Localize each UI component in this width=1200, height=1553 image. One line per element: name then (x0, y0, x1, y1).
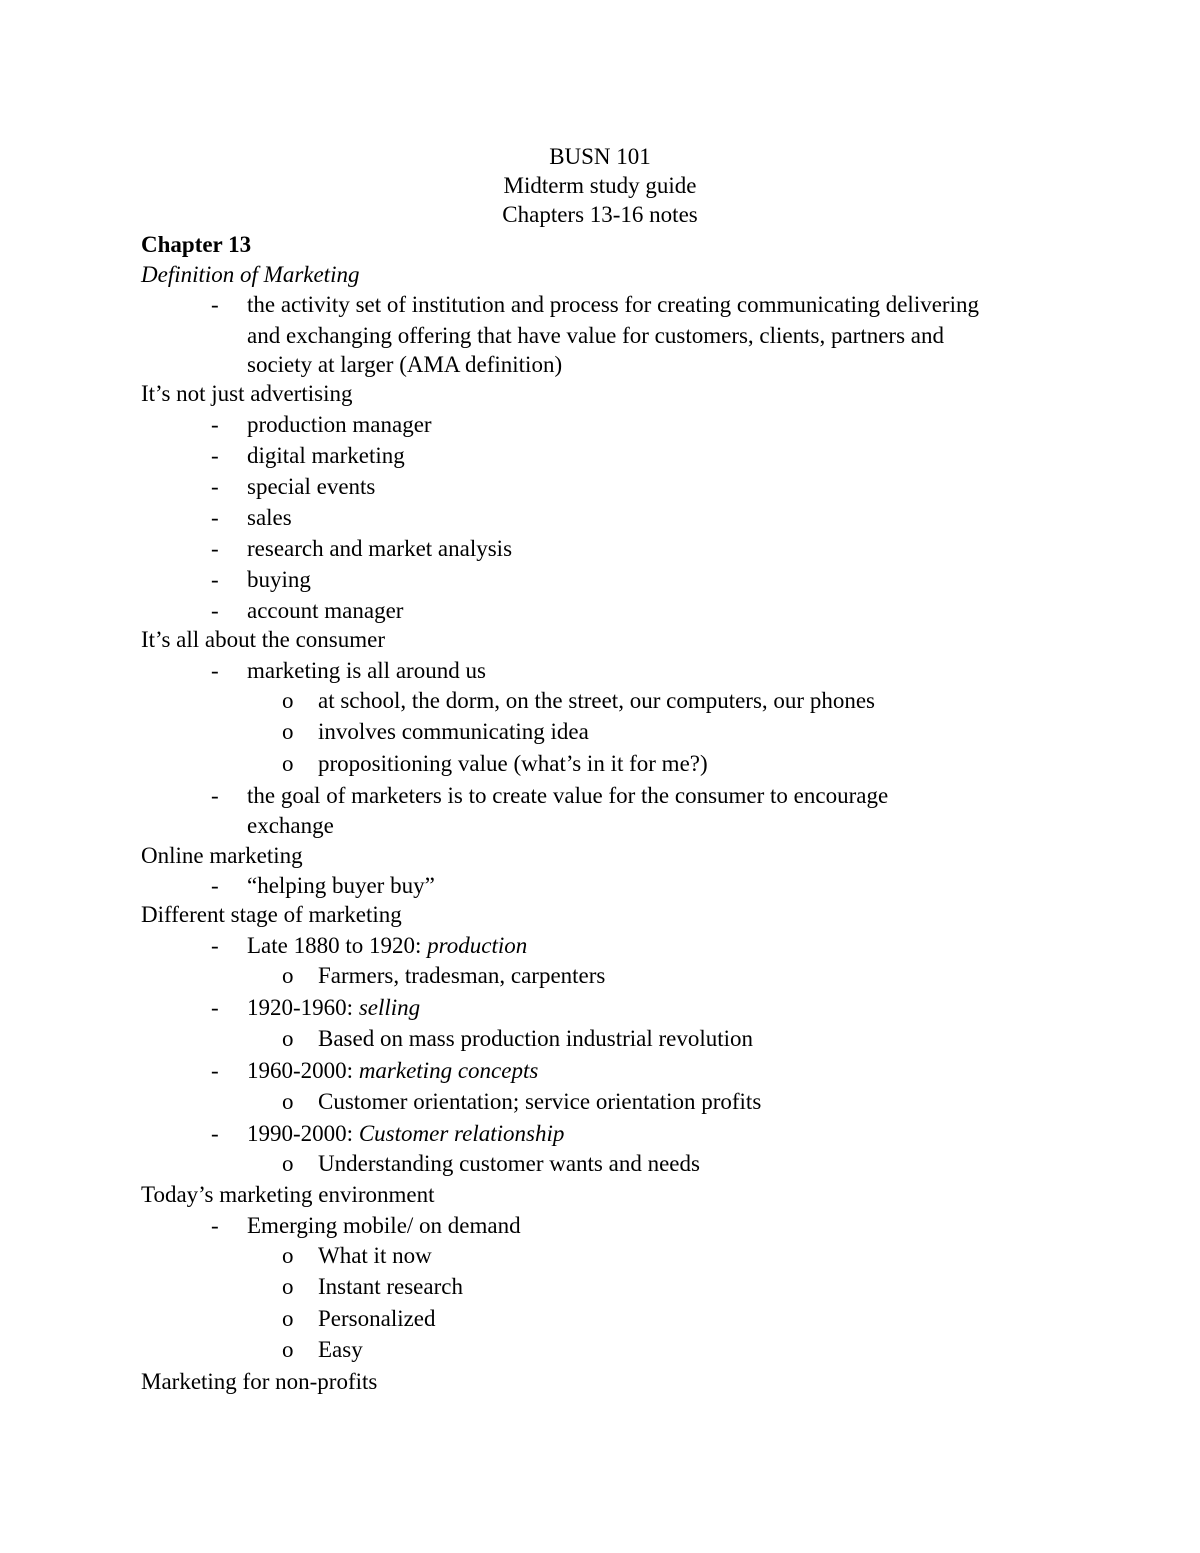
sub-list-item-text: propositioning value (what’s in it for me?) (318, 751, 708, 776)
list-item-continuation: exchange (247, 813, 334, 838)
dash-marker: - (211, 412, 219, 437)
course-title: BUSN 101 (549, 144, 651, 169)
circle-bullet-marker: o (282, 1337, 294, 1362)
dash-marker: - (211, 292, 219, 317)
stage-detail: Based on mass production industrial revolution (318, 1026, 754, 1051)
stage-period: 1920-1960: (247, 995, 359, 1020)
definition-line-1: the activity set of institution and process for creating communicating delivering (247, 292, 979, 317)
dash-marker: - (211, 783, 219, 808)
stage-label: production (427, 933, 528, 958)
circle-bullet-marker: o (282, 1243, 294, 1268)
list-item-text: marketing is all around us (247, 658, 486, 683)
circle-bullet-marker: o (282, 751, 294, 776)
circle-bullet-marker: o (282, 1089, 294, 1114)
definition-heading: Definition of Marketing (141, 262, 360, 287)
section-heading: It’s not just advertising (141, 381, 353, 406)
circle-bullet-marker: o (282, 1151, 294, 1176)
section-heading: Today’s marketing environment (141, 1182, 435, 1207)
stage-text (247, 932, 527, 960)
circle-bullet-marker: o (282, 1026, 294, 1051)
circle-bullet-marker: o (282, 688, 294, 713)
chapters-line: Chapters 13-16 notes (502, 202, 698, 227)
dash-marker: - (211, 1058, 219, 1083)
stage-label: Customer relationship (358, 1121, 565, 1146)
dash-marker: - (211, 443, 219, 468)
circle-bullet-marker: o (282, 719, 294, 744)
sub-list-item-text: Easy (318, 1337, 363, 1362)
dash-marker: - (211, 995, 219, 1020)
sub-list-item-text: at school, the dorm, on the street, our computers, our phones (318, 688, 875, 713)
stage-period: 1960-2000: (247, 1058, 359, 1083)
list-item-text: sales (247, 505, 292, 530)
list-item-text: the goal of marketers is to create value for the consumer to encourage (247, 783, 889, 808)
sub-list-item-text: involves communicating idea (318, 719, 589, 744)
section-heading: Different stage of marketing (141, 902, 402, 927)
circle-bullet-marker: o (282, 1274, 294, 1299)
stage-period: 1990-2000: (247, 1121, 359, 1146)
section-heading: Online marketing (141, 843, 303, 868)
dash-marker: - (211, 873, 219, 898)
definition-line-3: society at larger (AMA definition) (247, 352, 563, 377)
stage-detail: Farmers, tradesman, carpenters (318, 963, 606, 988)
stage-text (247, 1057, 538, 1085)
dash-marker: - (211, 536, 219, 561)
dash-marker: - (211, 567, 219, 592)
stage-text (247, 1120, 564, 1148)
stage-label: marketing concepts (358, 1058, 539, 1083)
sub-list-item-text: Personalized (318, 1306, 436, 1331)
stage-detail: Understanding customer wants and needs (318, 1151, 700, 1176)
dash-marker: - (211, 1213, 219, 1238)
definition-line-2: and exchanging offering that have value for customers, clients, partners and (247, 323, 944, 348)
list-item-text: digital marketing (247, 443, 405, 468)
sub-list-item-text: What it now (318, 1243, 432, 1268)
stage-detail: Customer orientation; service orientation profits (318, 1089, 762, 1114)
sub-list-item-text: Instant research (318, 1274, 463, 1299)
dash-marker: - (211, 474, 219, 499)
dash-marker: - (211, 1121, 219, 1146)
circle-bullet-marker: o (282, 1306, 294, 1331)
circle-bullet-marker: o (282, 963, 294, 988)
list-item-text: “helping buyer buy” (247, 873, 435, 898)
chapter-heading: Chapter 13 (141, 232, 252, 257)
stage-label: selling (358, 995, 421, 1020)
dash-marker: - (211, 505, 219, 530)
list-item-text: special events (247, 474, 376, 499)
list-item-text: research and market analysis (247, 536, 513, 561)
list-item-text: production manager (247, 412, 432, 437)
list-item-text: account manager (247, 598, 404, 623)
list-item-text: buying (247, 567, 311, 592)
document-subtitle: Midterm study guide (503, 173, 697, 198)
dash-marker: - (211, 933, 219, 958)
list-item-text: Emerging mobile/ on demand (247, 1213, 521, 1238)
dash-marker: - (211, 658, 219, 683)
section-heading: It’s all about the consumer (141, 627, 385, 652)
stage-text (247, 994, 420, 1022)
dash-marker: - (211, 598, 219, 623)
stage-period: Late 1880 to 1920: (247, 933, 428, 958)
section-heading: Marketing for non-profits (141, 1369, 378, 1394)
